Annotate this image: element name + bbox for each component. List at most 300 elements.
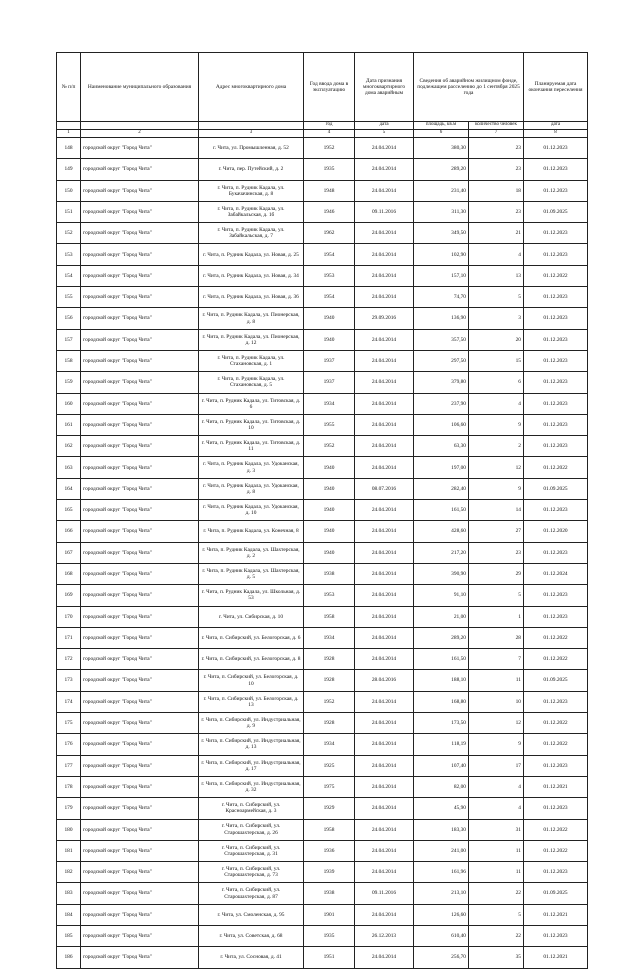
area-cell: 311,30 — [414, 201, 469, 222]
row-number: 180 — [57, 819, 81, 840]
municipality-cell: городской округ "Город Чита" — [81, 542, 199, 563]
table-row — [57, 265, 588, 286]
table-row — [57, 691, 588, 712]
address-cell: г. Чита, п. Рудник Кадала, ул. Пионерская, д. 8 — [199, 308, 304, 329]
year-cell: 1951 — [304, 947, 355, 968]
recognition-date-cell: 24.04.2014 — [355, 350, 414, 371]
recognition-date-cell: 24.04.2014 — [355, 414, 414, 435]
address-cell: г. Чита, п. Рудник Кадала, ул. Конечная, 8 — [199, 521, 304, 542]
year-cell: 1958 — [304, 606, 355, 627]
recognition-date-cell: 24.04.2014 — [355, 691, 414, 712]
address-cell: г. Чита, п. Рудник Кадала, ул. Стахановская, д. 5 — [199, 372, 304, 393]
recognition-date-cell: 24.04.2014 — [355, 798, 414, 819]
table-row — [57, 372, 588, 393]
people-count-cell: 6 — [469, 372, 524, 393]
address-cell: г. Чита, п. Рудник Кадала, ул. Титовская, д. 10 — [199, 414, 304, 435]
table-row — [57, 414, 588, 435]
area-cell: 126,60 — [414, 904, 469, 925]
area-cell: 297,50 — [414, 350, 469, 371]
recognition-date-cell: 24.04.2014 — [355, 713, 414, 734]
municipality-cell: городской округ "Город Чита" — [81, 436, 199, 457]
area-cell: 379,80 — [414, 372, 469, 393]
year-cell: 1938 — [304, 563, 355, 584]
year-cell: 1940 — [304, 478, 355, 499]
people-count-cell: 10 — [469, 691, 524, 712]
row-number: 155 — [57, 287, 81, 308]
table-row — [57, 521, 588, 542]
year-cell: 1952 — [304, 691, 355, 712]
header-unit-empty — [57, 122, 81, 130]
planned-date-cell: 01.12.2023 — [524, 138, 588, 159]
year-cell: 1948 — [304, 180, 355, 201]
area-cell: 357,50 — [414, 329, 469, 350]
header-col-planned: Планируемая дата окончания переселения — [524, 53, 588, 122]
people-count-cell: 22 — [469, 883, 524, 904]
municipality-cell: городской округ "Город Чита" — [81, 713, 199, 734]
planned-date-cell: 01.12.2023 — [524, 244, 588, 265]
planned-date-cell: 01.12.2023 — [524, 223, 588, 244]
housing-register-table — [56, 52, 588, 969]
header-col-municipality: Наименование муниципального образования — [81, 53, 199, 122]
area-cell: 188,10 — [414, 670, 469, 691]
municipality-cell: городской округ "Город Чита" — [81, 180, 199, 201]
recognition-date-cell: 26.12.2013 — [355, 925, 414, 946]
municipality-cell: городской округ "Город Чита" — [81, 159, 199, 180]
municipality-cell: городской округ "Город Чита" — [81, 691, 199, 712]
address-cell: г. Чита, п. Сибирский, ул. Белогорская, д. 13 — [199, 691, 304, 712]
planned-date-cell: 01.12.2022 — [524, 840, 588, 861]
people-count-cell: 21 — [469, 223, 524, 244]
address-cell: г. Чита, п. Сибирский, ул. Старошахтерская, д. 26 — [199, 819, 304, 840]
row-number: 183 — [57, 883, 81, 904]
recognition-date-cell: 24.04.2014 — [355, 904, 414, 925]
area-cell: 289,20 — [414, 627, 469, 648]
planned-date-cell: 01.12.2022 — [524, 265, 588, 286]
row-number: 148 — [57, 138, 81, 159]
row-number: 181 — [57, 840, 81, 861]
people-count-cell: 7 — [469, 649, 524, 670]
planned-date-cell: 01.12.2020 — [524, 521, 588, 542]
planned-date-cell: 01.12.2022 — [524, 734, 588, 755]
header-index-row — [57, 130, 588, 138]
year-cell: 1928 — [304, 670, 355, 691]
area-cell: 161,50 — [414, 500, 469, 521]
planned-date-cell: 01.12.2023 — [524, 862, 588, 883]
municipality-cell: городской округ "Город Чита" — [81, 265, 199, 286]
planned-date-cell: 01.12.2023 — [524, 925, 588, 946]
row-number: 171 — [57, 627, 81, 648]
row-number: 163 — [57, 457, 81, 478]
area-cell: 106,60 — [414, 414, 469, 435]
area-cell: 213,10 — [414, 883, 469, 904]
address-cell: г. Чита, п. Рудник Кадала, ул. Удоканская, д. 8 — [199, 478, 304, 499]
planned-date-cell: 01.12.2023 — [524, 606, 588, 627]
area-cell: 197,00 — [414, 457, 469, 478]
row-number: 151 — [57, 201, 81, 222]
row-number: 153 — [57, 244, 81, 265]
people-count-cell: 4 — [469, 798, 524, 819]
planned-date-cell: 01.12.2023 — [524, 542, 588, 563]
address-cell: г. Чита, п. Сибирский, ул. Старошахтерская, д. 73 — [199, 862, 304, 883]
planned-date-cell: 01.12.2024 — [524, 563, 588, 584]
year-cell: 1937 — [304, 372, 355, 393]
recognition-date-cell: 24.04.2014 — [355, 329, 414, 350]
header-index: 5 — [355, 130, 414, 138]
recognition-date-cell: 24.04.2014 — [355, 180, 414, 201]
year-cell: 1940 — [304, 457, 355, 478]
header-unit-date: дата — [355, 122, 414, 130]
municipality-cell: городской округ "Город Чита" — [81, 798, 199, 819]
address-cell: г. Чита, п. Сибирский, ул. Индустриальная, д. 9 — [199, 713, 304, 734]
row-number: 157 — [57, 329, 81, 350]
planned-date-cell: 01.12.2023 — [524, 414, 588, 435]
area-cell: 157,10 — [414, 265, 469, 286]
people-count-cell: 18 — [469, 180, 524, 201]
address-cell: г. Чита, ул. Сибирская, д. 10 — [199, 606, 304, 627]
address-cell: г. Чита, п. Сибирский, ул. Индустриальная, д. 32 — [199, 776, 304, 797]
municipality-cell: городской округ "Город Чита" — [81, 287, 199, 308]
people-count-cell: 29 — [469, 563, 524, 584]
people-count-cell: 22 — [469, 925, 524, 946]
people-count-cell: 11 — [469, 840, 524, 861]
area-cell: 289,20 — [414, 159, 469, 180]
planned-date-cell: 01.12.2021 — [524, 776, 588, 797]
recognition-date-cell: 24.04.2014 — [355, 563, 414, 584]
table-row — [57, 904, 588, 925]
area-cell: 428,60 — [414, 521, 469, 542]
row-number: 175 — [57, 713, 81, 734]
row-number: 156 — [57, 308, 81, 329]
year-cell: 1940 — [304, 308, 355, 329]
people-count-cell: 23 — [469, 542, 524, 563]
table-row — [57, 308, 588, 329]
planned-date-cell: 01.12.2023 — [524, 500, 588, 521]
row-number: 161 — [57, 414, 81, 435]
table-row — [57, 329, 588, 350]
table-row — [57, 776, 588, 797]
table-row — [57, 755, 588, 776]
recognition-date-cell: 24.04.2014 — [355, 606, 414, 627]
municipality-cell: городской округ "Город Чита" — [81, 776, 199, 797]
table-row — [57, 670, 588, 691]
area-cell: 390,90 — [414, 563, 469, 584]
area-cell: 173,50 — [414, 713, 469, 734]
people-count-cell: 15 — [469, 350, 524, 371]
year-cell: 1901 — [304, 904, 355, 925]
people-count-cell: 4 — [469, 776, 524, 797]
municipality-cell: городской округ "Город Чита" — [81, 414, 199, 435]
planned-date-cell: 01.12.2023 — [524, 372, 588, 393]
area-cell: 349,50 — [414, 223, 469, 244]
recognition-date-cell: 24.04.2014 — [355, 585, 414, 606]
area-cell: 183,30 — [414, 819, 469, 840]
recognition-date-cell: 24.04.2014 — [355, 287, 414, 308]
recognition-date-cell: 24.04.2014 — [355, 393, 414, 414]
municipality-cell: городской округ "Город Чита" — [81, 478, 199, 499]
row-number: 184 — [57, 904, 81, 925]
planned-date-cell: 01.12.2023 — [524, 180, 588, 201]
area-cell: 231,40 — [414, 180, 469, 201]
people-count-cell: 35 — [469, 947, 524, 968]
year-cell: 1928 — [304, 649, 355, 670]
year-cell: 1934 — [304, 734, 355, 755]
municipality-cell: городской округ "Город Чита" — [81, 201, 199, 222]
recognition-date-cell: 29.09.2016 — [355, 308, 414, 329]
area-cell: 282,40 — [414, 478, 469, 499]
row-number: 178 — [57, 776, 81, 797]
row-number: 150 — [57, 180, 81, 201]
header-index: 7 — [469, 130, 524, 138]
people-count-cell: 2 — [469, 436, 524, 457]
row-number: 158 — [57, 350, 81, 371]
planned-date-cell: 01.12.2021 — [524, 904, 588, 925]
table-row — [57, 883, 588, 904]
area-cell: 610,40 — [414, 925, 469, 946]
address-cell: г. Чита, п. Рудник Кадала, ул. Титовская, д. 11 — [199, 436, 304, 457]
planned-date-cell: 01.09.2025 — [524, 883, 588, 904]
row-number: 159 — [57, 372, 81, 393]
municipality-cell: городской округ "Город Чита" — [81, 904, 199, 925]
address-cell: г. Чита, ул. Сосновая, д. 41 — [199, 947, 304, 968]
row-number: 149 — [57, 159, 81, 180]
area-cell: 91,10 — [414, 585, 469, 606]
people-count-cell: 23 — [469, 138, 524, 159]
area-cell: 217,20 — [414, 542, 469, 563]
people-count-cell: 23 — [469, 201, 524, 222]
year-cell: 1953 — [304, 265, 355, 286]
recognition-date-cell: 24.04.2014 — [355, 542, 414, 563]
address-cell: г. Чита, п. Сибирский, ул. Красноармейская, д. 3 — [199, 798, 304, 819]
recognition-date-cell: 09.11.2016 — [355, 201, 414, 222]
header-col-address: Адрес многоквартирного дома — [199, 53, 304, 122]
row-number: 174 — [57, 691, 81, 712]
people-count-cell: 4 — [469, 393, 524, 414]
people-count-cell: 4 — [469, 244, 524, 265]
recognition-date-cell: 24.04.2014 — [355, 840, 414, 861]
recognition-date-cell: 24.04.2014 — [355, 521, 414, 542]
municipality-cell: городской округ "Город Чита" — [81, 819, 199, 840]
row-number: 167 — [57, 542, 81, 563]
municipality-cell: городской округ "Город Чита" — [81, 755, 199, 776]
year-cell: 1925 — [304, 755, 355, 776]
header-unit-area: площадь, кв.м — [414, 122, 469, 130]
planned-date-cell: 01.12.2022 — [524, 627, 588, 648]
year-cell: 1952 — [304, 436, 355, 457]
area-cell: 118,19 — [414, 734, 469, 755]
header-unit-planned: дата — [524, 122, 588, 130]
table-row — [57, 606, 588, 627]
row-number: 176 — [57, 734, 81, 755]
address-cell: г. Чита, п. Рудник Кадала, ул. Стахановская, д. 1 — [199, 350, 304, 371]
area-cell: 82,00 — [414, 776, 469, 797]
recognition-date-cell: 24.04.2014 — [355, 244, 414, 265]
row-number: 154 — [57, 265, 81, 286]
table-row — [57, 862, 588, 883]
year-cell: 1954 — [304, 287, 355, 308]
municipality-cell: городской округ "Город Чита" — [81, 862, 199, 883]
year-cell: 1935 — [304, 925, 355, 946]
people-count-cell: 1 — [469, 606, 524, 627]
year-cell: 1936 — [304, 840, 355, 861]
planned-date-cell: 01.12.2023 — [524, 585, 588, 606]
municipality-cell: городской округ "Город Чита" — [81, 585, 199, 606]
people-count-cell: 20 — [469, 329, 524, 350]
header-unit-empty — [199, 122, 304, 130]
planned-date-cell: 01.12.2022 — [524, 649, 588, 670]
planned-date-cell: 01.12.2023 — [524, 350, 588, 371]
header-col-info: Сведения об аварийном жилищном фонде, подлежащем расселению до 1 сентября 2025 года — [414, 53, 524, 122]
row-number: 186 — [57, 947, 81, 968]
year-cell: 1940 — [304, 521, 355, 542]
address-cell: г. Чита, п. Рудник Кадала, ул. Удоканская, д. 10 — [199, 500, 304, 521]
address-cell: г. Чита, п. Рудник Кадала, ул. Школьная, д. 53 — [199, 585, 304, 606]
row-number: 173 — [57, 670, 81, 691]
area-cell: 102,90 — [414, 244, 469, 265]
area-cell: 21,00 — [414, 606, 469, 627]
people-count-cell: 14 — [469, 500, 524, 521]
municipality-cell: городской округ "Город Чита" — [81, 840, 199, 861]
year-cell: 1962 — [304, 223, 355, 244]
people-count-cell: 5 — [469, 287, 524, 308]
table-row — [57, 585, 588, 606]
people-count-cell: 5 — [469, 904, 524, 925]
area-cell: 107,40 — [414, 755, 469, 776]
header-index: 3 — [199, 130, 304, 138]
year-cell: 1940 — [304, 542, 355, 563]
people-count-cell: 9 — [469, 478, 524, 499]
planned-date-cell: 01.09.2025 — [524, 478, 588, 499]
municipality-cell: городской округ "Город Чита" — [81, 350, 199, 371]
recognition-date-cell: 08.07.2016 — [355, 478, 414, 499]
address-cell: г. Чита, п. Сибирский, ул. Индустриальная, д. 17 — [199, 755, 304, 776]
address-cell: г. Чита, п. Сибирский, ул. Белогорская, д. 10 — [199, 670, 304, 691]
municipality-cell: городской округ "Город Чита" — [81, 606, 199, 627]
year-cell: 1940 — [304, 500, 355, 521]
year-cell: 1975 — [304, 776, 355, 797]
year-cell: 1946 — [304, 201, 355, 222]
address-cell: г. Чита, п. Рудник Кадала, ул. Новая, д. 36 — [199, 287, 304, 308]
year-cell: 1954 — [304, 244, 355, 265]
year-cell: 1928 — [304, 713, 355, 734]
address-cell: г. Чита, п. Рудник Кадала, ул. Шахтерская, д. 2 — [199, 542, 304, 563]
municipality-cell: городской округ "Город Чита" — [81, 393, 199, 414]
municipality-cell: городской округ "Город Чита" — [81, 521, 199, 542]
recognition-date-cell: 24.04.2014 — [355, 500, 414, 521]
address-cell: г. Чита, п. Сибирский, ул. Белогорская, д. 8 — [199, 649, 304, 670]
table-row — [57, 287, 588, 308]
row-number: 177 — [57, 755, 81, 776]
year-cell: 1940 — [304, 329, 355, 350]
planned-date-cell: 01.12.2023 — [524, 691, 588, 712]
planned-date-cell: 01.12.2023 — [524, 798, 588, 819]
people-count-cell: 5 — [469, 585, 524, 606]
table-row — [57, 819, 588, 840]
address-cell: г. Чита, ул. Промышленная, д. 52 — [199, 138, 304, 159]
table-row — [57, 457, 588, 478]
people-count-cell: 9 — [469, 414, 524, 435]
header-index: 6 — [414, 130, 469, 138]
year-cell: 1938 — [304, 883, 355, 904]
recognition-date-cell: 09.11.2016 — [355, 883, 414, 904]
municipality-cell: городской округ "Город Чита" — [81, 925, 199, 946]
header-unit-people: количество человек — [469, 122, 524, 130]
table-row — [57, 393, 588, 414]
header-col-num: № п/п — [57, 53, 81, 122]
row-number: 160 — [57, 393, 81, 414]
table-row — [57, 925, 588, 946]
table-row — [57, 500, 588, 521]
table-row — [57, 180, 588, 201]
header-index: 4 — [304, 130, 355, 138]
municipality-cell: городской округ "Город Чита" — [81, 563, 199, 584]
table-row — [57, 244, 588, 265]
planned-date-cell: 01.12.2023 — [524, 755, 588, 776]
year-cell: 1937 — [304, 350, 355, 371]
table-row — [57, 138, 588, 159]
year-cell: 1934 — [304, 393, 355, 414]
people-count-cell: 9 — [469, 734, 524, 755]
recognition-date-cell: 24.04.2014 — [355, 265, 414, 286]
recognition-date-cell: 24.04.2014 — [355, 159, 414, 180]
row-number: 168 — [57, 563, 81, 584]
table-row — [57, 840, 588, 861]
area-cell: 256,70 — [414, 947, 469, 968]
header-row — [57, 53, 588, 122]
header-unit-year: год — [304, 122, 355, 130]
municipality-cell: городской округ "Город Чита" — [81, 627, 199, 648]
planned-date-cell: 01.12.2023 — [524, 159, 588, 180]
recognition-date-cell: 24.04.2014 — [355, 372, 414, 393]
row-number: 182 — [57, 862, 81, 883]
area-cell: 161,96 — [414, 862, 469, 883]
row-number: 165 — [57, 500, 81, 521]
table-row — [57, 627, 588, 648]
year-cell: 1952 — [304, 138, 355, 159]
municipality-cell: городской округ "Город Чита" — [81, 244, 199, 265]
year-cell: 1935 — [304, 159, 355, 180]
header-col-year: Год ввода дома в эксплуатацию — [304, 53, 355, 122]
municipality-cell: городской округ "Город Чита" — [81, 947, 199, 968]
year-cell: 1958 — [304, 819, 355, 840]
area-cell: 136,90 — [414, 308, 469, 329]
recognition-date-cell: 24.04.2014 — [355, 755, 414, 776]
address-cell: г. Чита, п. Сибирский, ул. Индустриальная, д. 13 — [199, 734, 304, 755]
planned-date-cell: 01.12.2023 — [524, 329, 588, 350]
row-number: 169 — [57, 585, 81, 606]
table-row — [57, 542, 588, 563]
recognition-date-cell: 24.04.2014 — [355, 947, 414, 968]
address-cell: г. Чита, ул. Смоленская, д. 95 — [199, 904, 304, 925]
area-cell: 380,30 — [414, 138, 469, 159]
row-number: 170 — [57, 606, 81, 627]
planned-date-cell: 01.12.2022 — [524, 457, 588, 478]
planned-date-cell: 01.09.2025 — [524, 670, 588, 691]
table-row — [57, 201, 588, 222]
recognition-date-cell: 24.04.2014 — [355, 223, 414, 244]
table-row — [57, 436, 588, 457]
table-row — [57, 159, 588, 180]
row-number: 166 — [57, 521, 81, 542]
people-count-cell: 23 — [469, 159, 524, 180]
area-cell: 237,90 — [414, 393, 469, 414]
area-cell: 161,50 — [414, 649, 469, 670]
recognition-date-cell: 24.04.2014 — [355, 819, 414, 840]
recognition-date-cell: 24.04.2014 — [355, 649, 414, 670]
year-cell: 1934 — [304, 627, 355, 648]
recognition-date-cell: 24.04.2014 — [355, 138, 414, 159]
table-row — [57, 223, 588, 244]
area-cell: 63,30 — [414, 436, 469, 457]
